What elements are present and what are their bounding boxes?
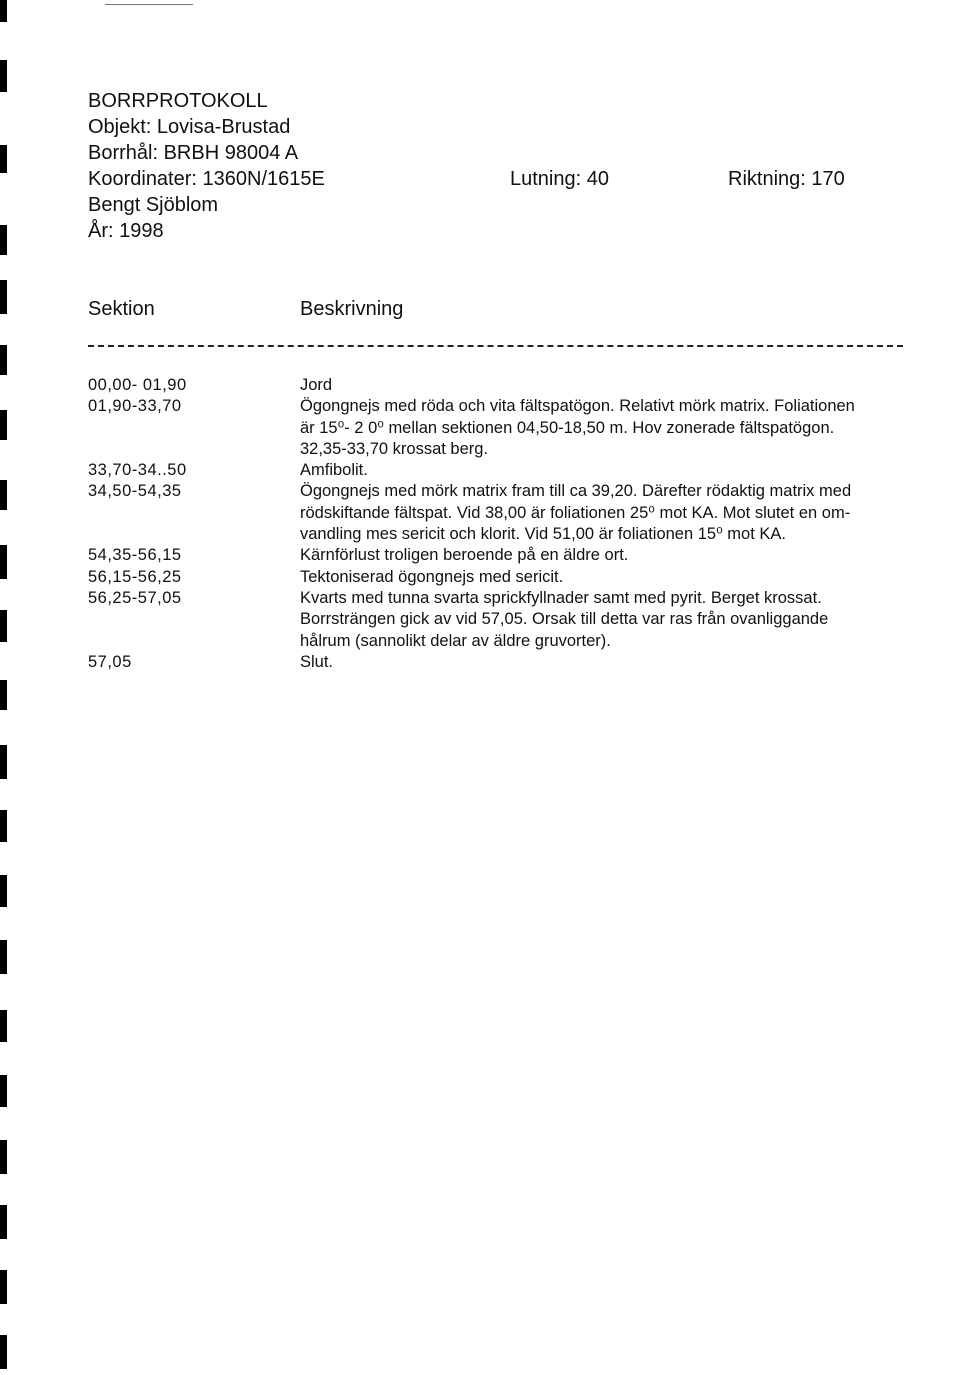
table-row	[88, 545, 928, 566]
document-header	[88, 88, 888, 244]
edge-mark	[0, 1270, 7, 1304]
section-range: 01,90-33,70	[88, 397, 182, 416]
table-row	[88, 567, 928, 588]
edge-mark	[0, 1335, 7, 1369]
table-row	[88, 652, 928, 673]
table-row	[88, 460, 928, 481]
header-divider	[88, 345, 903, 347]
section-range: 56,25-57,05	[88, 588, 182, 607]
section-range: 57,05	[88, 652, 132, 671]
edge-mark	[0, 345, 7, 375]
edge-mark	[0, 810, 7, 842]
koordinater-value: Koordinater: 1360N/1615E	[88, 168, 325, 190]
section-description	[300, 545, 928, 566]
edge-mark	[0, 410, 7, 440]
description-line: 32,35-33,70 krossat berg.	[300, 439, 489, 458]
objekt-line: Objekt: Lovisa-Brustad	[88, 116, 291, 138]
edge-mark	[0, 1140, 7, 1174]
edge-mark	[0, 680, 7, 710]
description-line: är 15⁰- 2 0⁰ mellan sektionen 04,50-18,50 m. Hov zonerade fältspatögon.	[300, 418, 835, 437]
section-range: 33,70-34..50	[88, 461, 187, 480]
column-header-beskrivning: Beskrivning	[300, 298, 404, 320]
edge-mark	[0, 0, 7, 22]
column-headers	[88, 298, 908, 324]
edge-mark	[0, 225, 7, 255]
table-row	[88, 375, 928, 396]
description-line: Kvarts med tunna svarta sprickfyllnader samt med pyrit. Berget krossat.	[300, 588, 822, 607]
edge-mark	[0, 1010, 7, 1042]
column-header-sektion: Sektion	[88, 298, 155, 320]
description-line: Amfibolit.	[300, 461, 368, 480]
edge-mark	[0, 610, 7, 642]
year-line: År: 1998	[88, 220, 164, 242]
author-line: Bengt Sjöblom	[88, 194, 219, 216]
edge-mark	[0, 1075, 7, 1107]
borrhal-line: Borrhål: BRBH 98004 A	[88, 142, 299, 164]
section-table	[88, 375, 928, 673]
riktning-value: Riktning: 170	[728, 168, 845, 190]
table-row	[88, 588, 928, 652]
section-description	[300, 460, 928, 481]
edge-mark	[0, 145, 7, 173]
section-range: 00,00- 01,90	[88, 376, 187, 394]
description-line: Kärnförlust troligen beroende på en äldre ort.	[300, 546, 629, 565]
table-row	[88, 396, 928, 460]
edge-mark	[0, 545, 7, 579]
section-description	[300, 567, 928, 588]
description-line: Borrsträngen gick av vid 57,05. Orsak till detta var ras från ovanliggande	[300, 610, 829, 629]
lutning-value: Lutning: 40	[510, 168, 609, 190]
edge-mark	[0, 875, 7, 907]
section-description	[300, 588, 928, 652]
description-line: Slut.	[300, 652, 334, 671]
document-title: BORRPROTOKOLL	[88, 90, 268, 112]
section-range: 56,15-56,25	[88, 567, 182, 586]
section-description	[300, 375, 928, 396]
edge-mark	[0, 280, 7, 314]
description-line: Tektoniserad ögongnejs med sericit.	[300, 567, 564, 586]
koordinater-line	[88, 166, 888, 192]
top-rule	[105, 4, 193, 5]
section-description	[300, 481, 928, 545]
edge-mark	[0, 60, 7, 92]
edge-mark	[0, 745, 7, 779]
description-line: rödskiftande fältspat. Vid 38,00 är foliationen 25⁰ mot KA. Mot slutet en om-	[300, 503, 851, 522]
description-line: Ögongnejs med röda och vita fältspatögon. Relativt mörk matrix. Foliationen	[300, 397, 855, 416]
section-range: 54,35-56,15	[88, 546, 182, 565]
edge-mark	[0, 480, 7, 510]
table-row	[88, 481, 928, 545]
description-line: Ögongnejs med mörk matrix fram till ca 39,20. Därefter rödaktig matrix med	[300, 482, 852, 501]
section-description	[300, 396, 928, 460]
description-line: hålrum (sannolikt delar av äldre gruvorter).	[300, 631, 611, 650]
edge-mark	[0, 1205, 7, 1239]
section-range: 34,50-54,35	[88, 482, 182, 501]
section-description	[300, 652, 928, 673]
description-line: Jord	[300, 376, 333, 394]
description-line: vandling mes sericit och klorit. Vid 51,00 är foliationen 15⁰ mot KA.	[300, 525, 786, 544]
edge-mark	[0, 940, 7, 974]
